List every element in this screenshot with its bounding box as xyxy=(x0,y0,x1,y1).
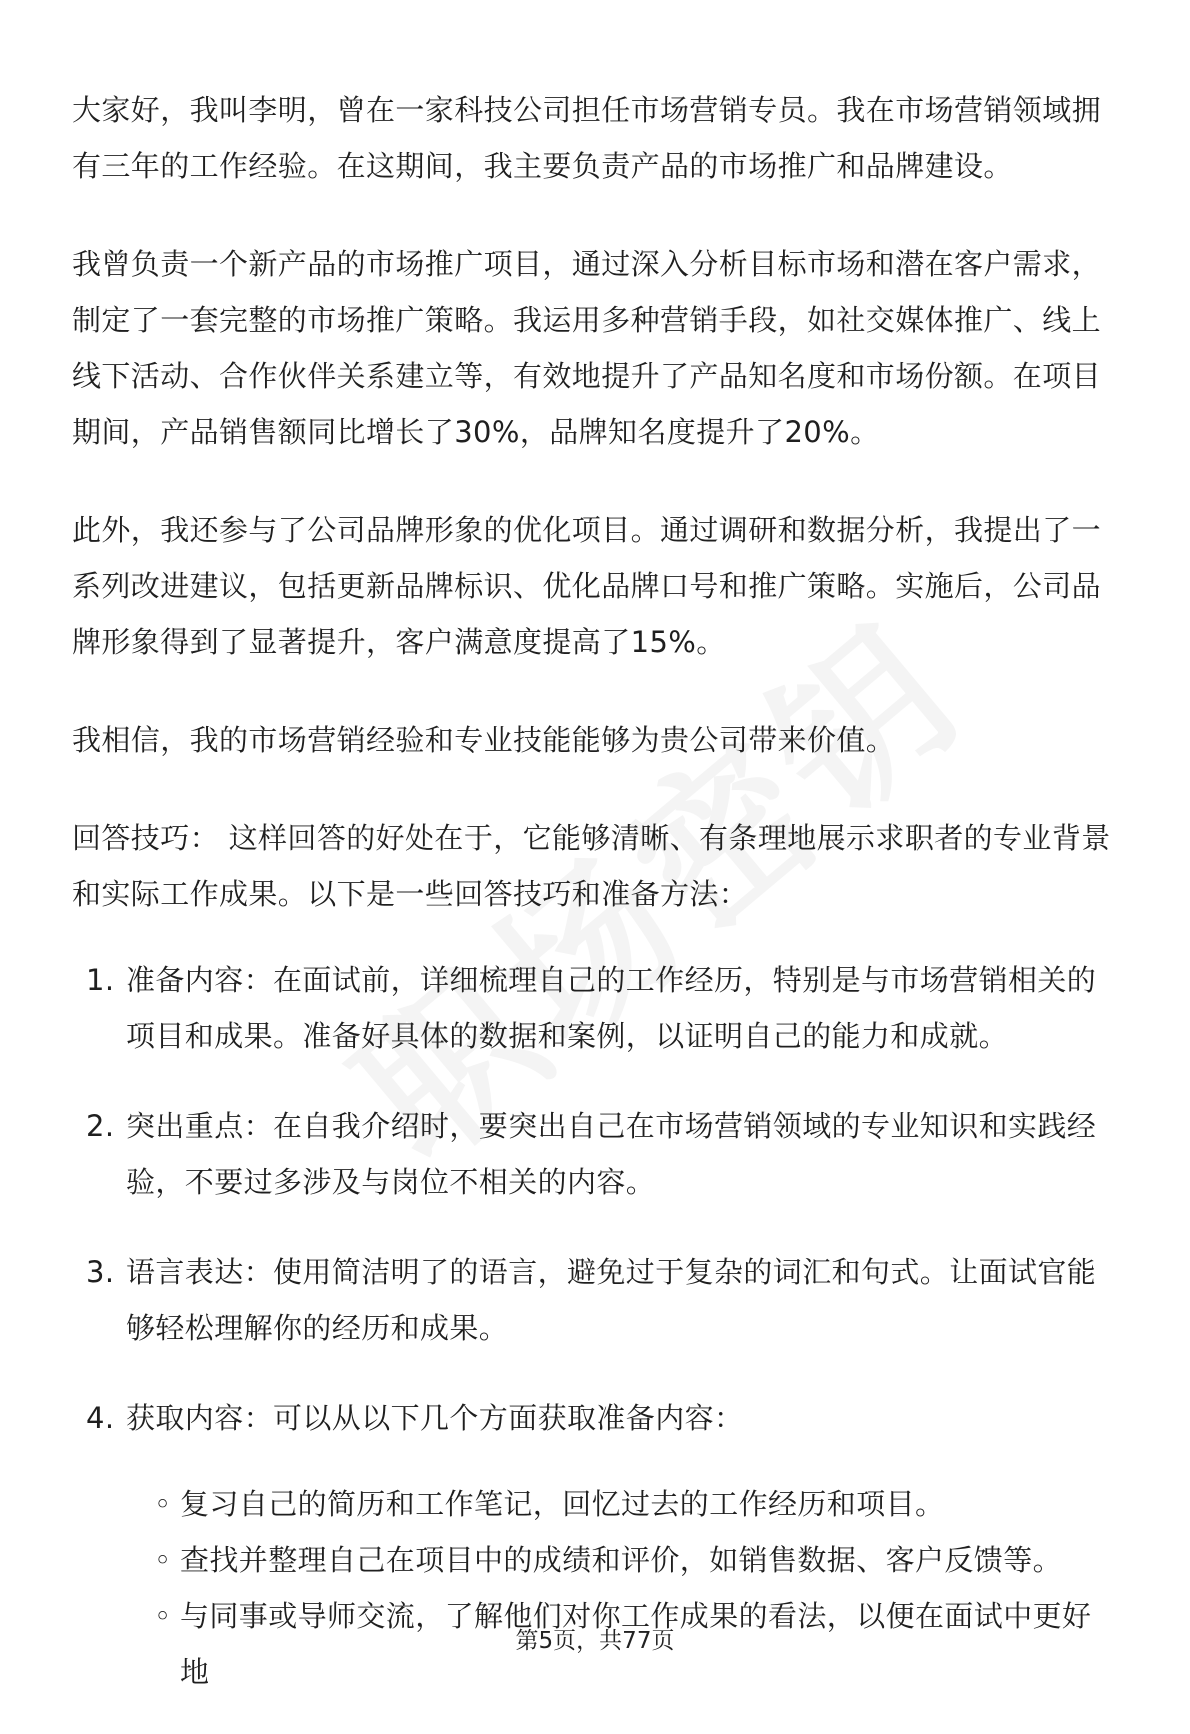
list-item xyxy=(72,952,1120,1064)
tips-list xyxy=(72,952,1120,1700)
document-body xyxy=(72,82,1120,1734)
sub-list xyxy=(126,1476,1120,1700)
paragraph-closing: 我相信，我的市场营销经验和专业技能能够为贵公司带来价值。 xyxy=(72,723,896,757)
list-item xyxy=(72,1244,1120,1356)
sub-list-item-text: 与同事或导师交流，了解他们对你工作成果的看法，以便在面试中更好地 xyxy=(180,1599,1092,1689)
list-number: 2. xyxy=(86,1109,115,1143)
paragraph-brand: 此外，我还参与了公司品牌形象的优化项目。通过调研和数据分析，我提出了一系列改进建议，包括更新品牌标识、优化品牌口号和推广策略。实施后，公司品牌形象得到了显著提升，客户满意度提高了15%。 xyxy=(72,513,1102,659)
paragraph-tips-intro: 回答技巧： 这样回答的好处在于，它能够清晰、有条理地展示求职者的专业背景和实际工作成果。以下是一些回答技巧和准备方法： xyxy=(72,821,1111,911)
paragraph-project: 我曾负责一个新产品的市场推广项目，通过深入分析目标市场和潜在客户需求，制定了一套完整的市场推广策略。我运用多种营销手段，如社交媒体推广、线上线下活动、合作伙伴关系建立等，有效地提升了产品知名度和市场份额。在项目期间，产品销售额同比增长了30%，品牌知名度提升了20%。 xyxy=(72,247,1102,449)
sub-list-item-text: 查找并整理自己在项目中的成绩和评价，如销售数据、客户反馈等。 xyxy=(180,1543,1063,1577)
bullet-icon: ◦ xyxy=(154,1543,172,1577)
list-number: 1. xyxy=(86,963,115,997)
sub-list-item xyxy=(154,1476,1120,1532)
sub-list-item-text: 复习自己的简历和工作笔记，回忆过去的工作经历和项目。 xyxy=(180,1487,945,1521)
page-footer: 第5页，共77页 xyxy=(515,1628,675,1654)
bullet-icon: ◦ xyxy=(154,1487,172,1521)
list-number: 4. xyxy=(86,1401,115,1435)
paragraph-intro: 大家好，我叫李明，曾在一家科技公司担任市场营销专员。我在市场营销领域拥有三年的工作经验。在这期间，我主要负责产品的市场推广和品牌建设。 xyxy=(72,93,1102,183)
sub-list-item xyxy=(154,1532,1120,1588)
list-number: 3. xyxy=(86,1255,115,1289)
bullet-icon: ◦ xyxy=(154,1599,172,1633)
list-item-text: 准备内容：在面试前，详细梳理自己的工作经历，特别是与市场营销相关的项目和成果。准备好具体的数据和案例，以证明自己的能力和成就。 xyxy=(126,963,1097,1053)
list-item-text: 获取内容：可以从以下几个方面获取准备内容： xyxy=(126,1401,744,1435)
list-item-text: 语言表达：使用简洁明了的语言，避免过于复杂的词汇和句式。让面试官能够轻松理解你的经历和成果。 xyxy=(126,1255,1097,1345)
list-item-text: 突出重点：在自我介绍时，要突出自己在市场营销领域的专业知识和实践经验，不要过多涉及与岗位不相关的内容。 xyxy=(126,1109,1097,1199)
list-item xyxy=(72,1098,1120,1210)
